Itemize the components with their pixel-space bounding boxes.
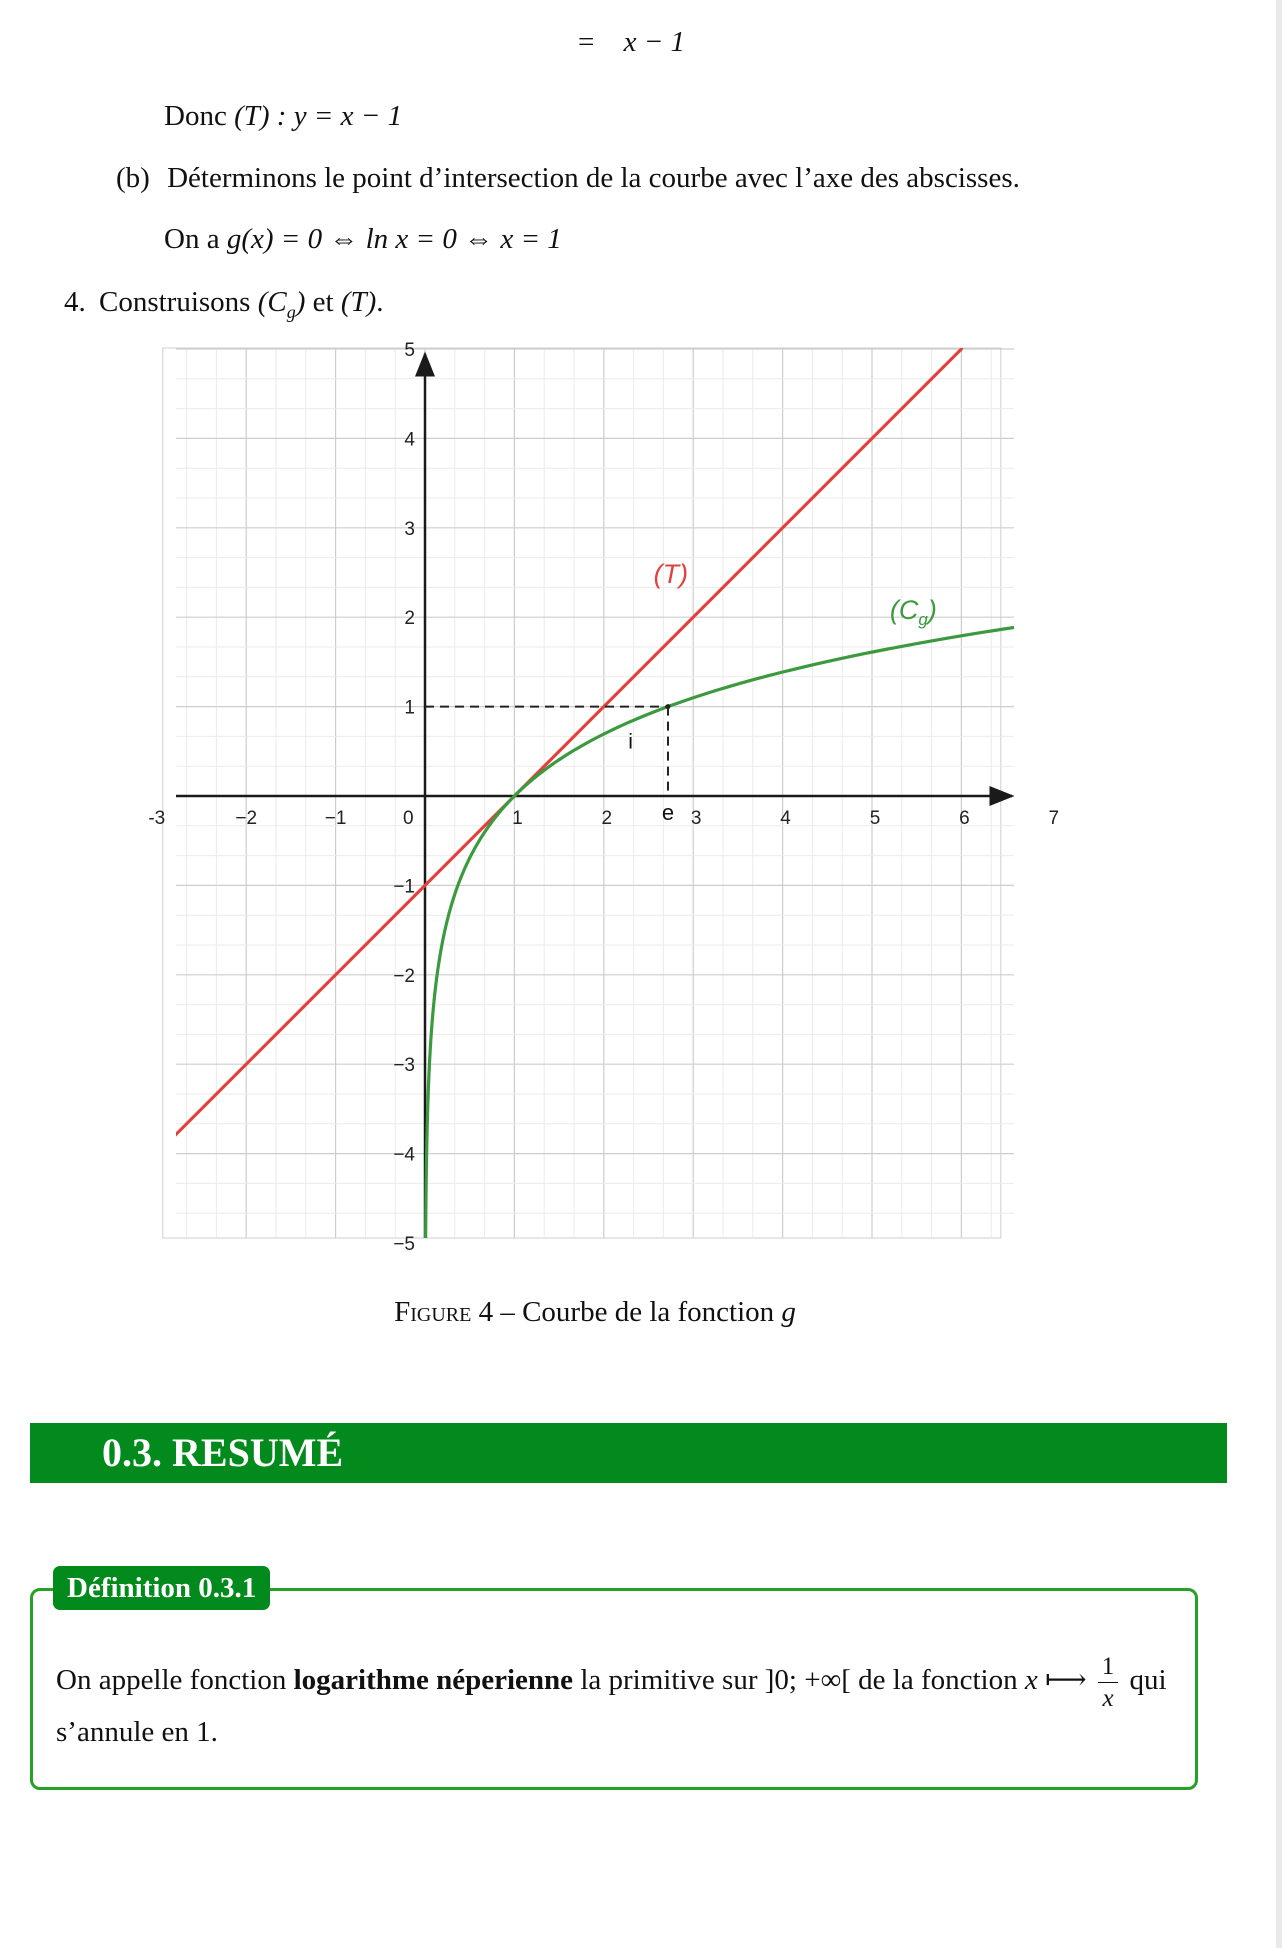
definition-tag: Définition 0.3.1 [53, 1566, 270, 1610]
item-4-cg-close: ) [295, 286, 306, 318]
caption-number: 4 [478, 1296, 494, 1328]
definition-term: logarithme néperienne [293, 1664, 574, 1697]
item-b-label: (b) [116, 162, 150, 194]
on-a-prefix: On a [164, 223, 227, 255]
curve-label-main: (C [889, 594, 919, 625]
y-tick-label: 1 [404, 697, 415, 719]
item-4 [64, 286, 384, 323]
annotations [425, 559, 937, 825]
x-tick-label: −2 [235, 808, 258, 829]
item-4-label: 4. [64, 286, 86, 318]
x-tick-label: 2 [601, 808, 613, 829]
curve-label-sub: g [918, 609, 928, 629]
curve-label-close: ) [927, 594, 937, 625]
caption-separator: – [493, 1296, 523, 1328]
x-tick-label: 0 [403, 808, 414, 829]
definition-line-2-text: s’annule en 1. [56, 1716, 218, 1748]
caption-function-name: g [781, 1296, 796, 1328]
grid-frame [163, 348, 1001, 1238]
definition-text-after: qui [1122, 1664, 1167, 1697]
log-curve [426, 622, 1051, 1243]
donc-tangent: (T) [234, 100, 270, 132]
item-4-end: . [376, 286, 384, 318]
item-4-prefix: Construisons [99, 286, 258, 318]
y-tick-label: −3 [393, 1055, 415, 1077]
equals-sign: = [578, 26, 595, 58]
tangent-label: (T) [653, 559, 689, 590]
item-b-text: Déterminons le point d’intersection de la courbe avec l’axe des abscisses. [167, 162, 1020, 194]
x-tick-label: 3 [690, 808, 702, 829]
definition-text-mid: la primitive sur ]0; +∞[ de la fonction [573, 1664, 1025, 1697]
definition-fraction [1098, 1654, 1119, 1711]
donc-prefix: Donc [164, 100, 235, 132]
fraction-numerator: 1 [1098, 1654, 1119, 1683]
x-tick-label: 7 [1048, 808, 1060, 829]
x-tick-label: 6 [959, 808, 970, 829]
item-b [116, 162, 1020, 195]
definition-line-2 [56, 1716, 218, 1749]
definition-map: x ⟼ [1024, 1664, 1094, 1697]
x-tick-label: -3 [148, 808, 166, 829]
y-tick-label: 5 [404, 340, 415, 361]
y-tick-label: 4 [404, 429, 415, 451]
y-tick-label: 2 [404, 608, 415, 630]
figure-caption [0, 1296, 1190, 1329]
donc-equation: : y = x − 1 [269, 100, 403, 132]
y-tick-label: −5 [393, 1234, 415, 1255]
equation-line [578, 26, 685, 59]
x-tick-label: 4 [780, 808, 791, 829]
section-banner [30, 1423, 1227, 1483]
fraction-denominator: x [1102, 1685, 1114, 1712]
item-4-tangent: (T) [340, 286, 377, 318]
section-title: 0.3. RESUMÉ [102, 1430, 344, 1475]
y-tick-label: −4 [393, 1144, 415, 1166]
y-tick-label: −1 [393, 876, 415, 898]
definition-line-1 [56, 1654, 1167, 1711]
caption-prefix: Figure [394, 1296, 472, 1328]
item-4-cg: (C [257, 286, 287, 318]
curve-label [890, 595, 937, 629]
y-tick-label: −2 [393, 965, 415, 987]
definition-text-before: On appelle fonction [56, 1664, 294, 1697]
on-a-line [164, 223, 562, 256]
tangent-line [157, 349, 962, 1154]
grid [163, 348, 1014, 1238]
page-edge [1276, 0, 1282, 1948]
x-tick-label: −1 [324, 808, 347, 829]
y-tick-label: 3 [404, 518, 415, 540]
function-graph [148, 340, 1060, 1255]
axes [176, 354, 1012, 1238]
equation-rhs: x − 1 [623, 26, 686, 58]
item-4-mid: et [305, 286, 341, 318]
x-tick-label: 5 [869, 808, 881, 829]
e-tick-label: e [661, 800, 675, 825]
unit-label: i [628, 730, 633, 754]
on-a-math: g(x) = 0 ⇔ ln x = 0 ⇔ x = 1 [226, 223, 562, 255]
caption-text: Courbe de la fonction [522, 1296, 782, 1328]
donc-line [164, 100, 402, 133]
point-e-1 [665, 704, 670, 709]
item-4-cg-sub: g [286, 301, 296, 322]
x-tick-label: 1 [512, 808, 523, 829]
